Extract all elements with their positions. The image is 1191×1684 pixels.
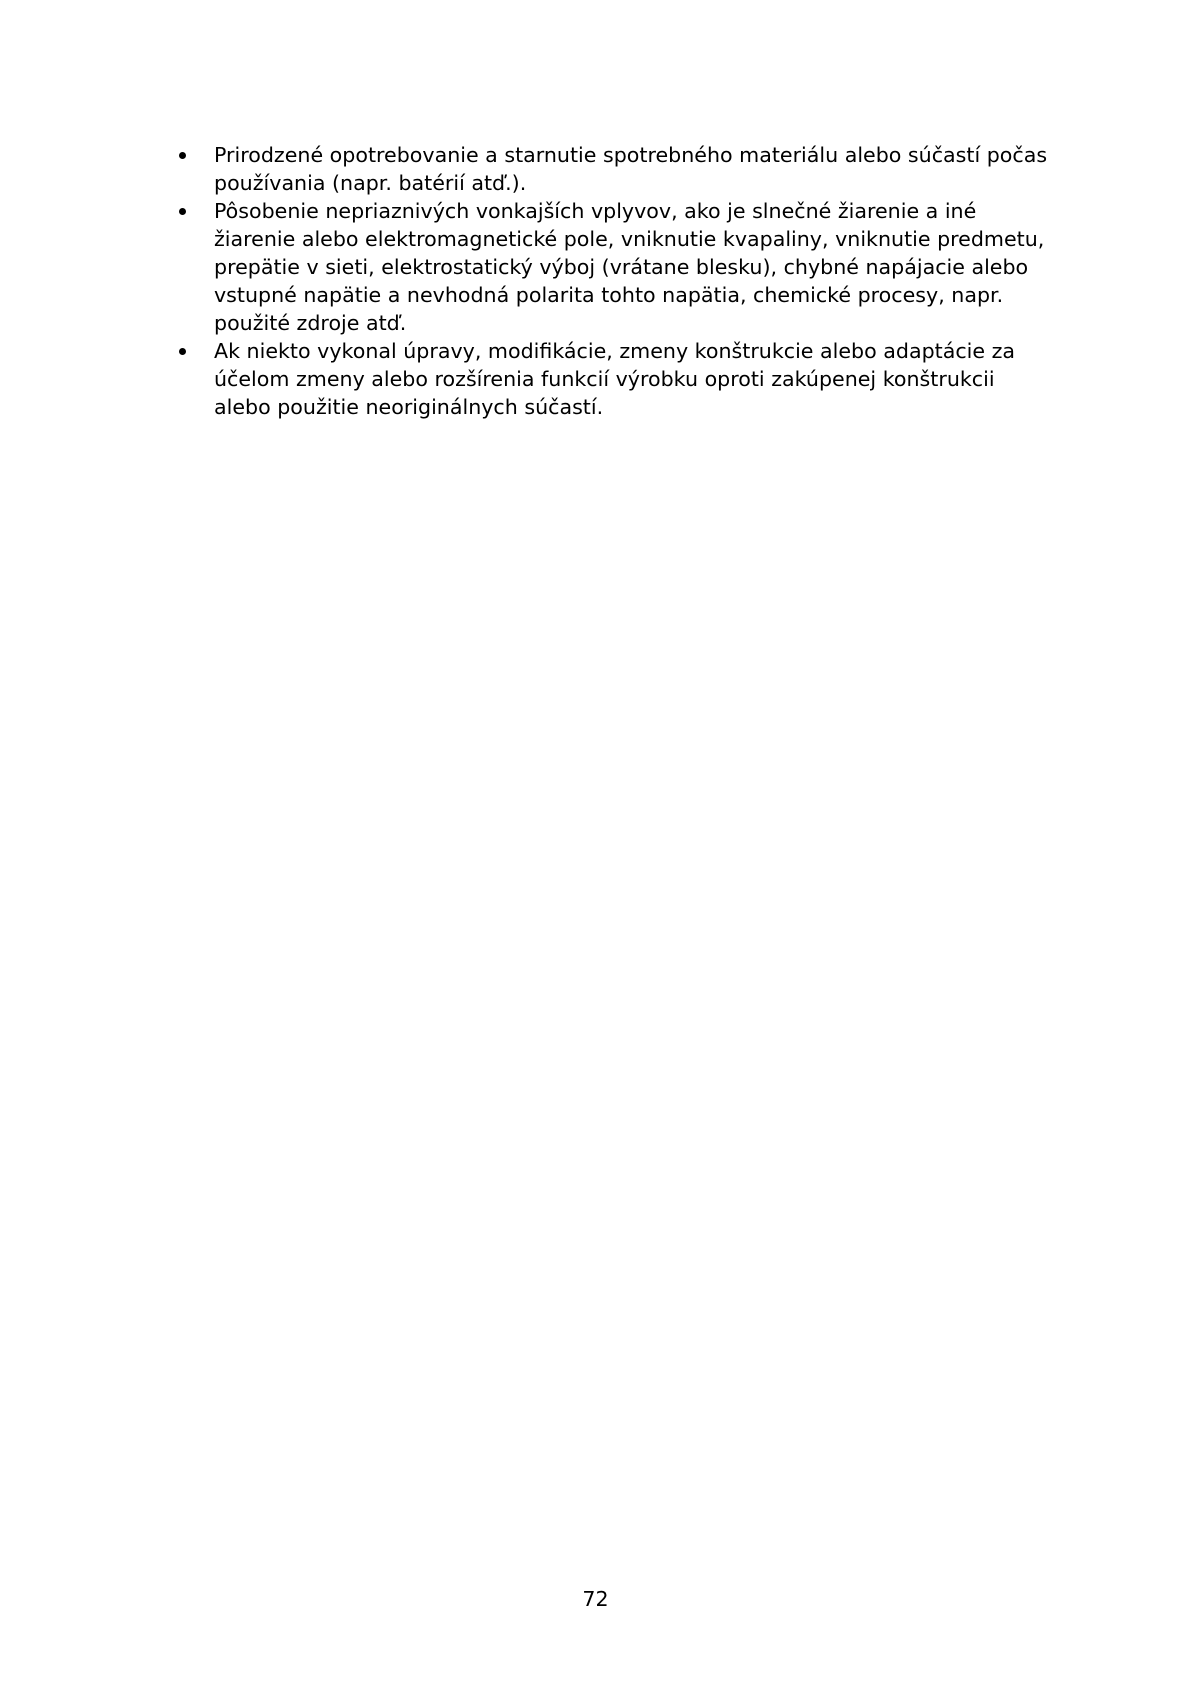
bullet-icon [179,152,186,159]
list-item-text: Ak niekto vykonal úpravy, modifikácie, zmeny konštrukcie alebo adaptácie za účelom zmeny alebo rozšírenia funkcií výrobku oproti zakúpenej konštrukcii alebo použitie neoriginálnych súčastí. [214,339,1016,419]
list-item [176,337,1056,421]
bullet-icon [179,208,186,215]
bullet-list [176,141,1056,421]
page-number: 72 [582,1587,609,1611]
list-item-text: Prirodzené opotrebovanie a starnutie spotrebného materiálu alebo súčastí počas používania (napr. batérií atď.). [214,143,1048,195]
list-item [176,141,1056,197]
list-item-text: Pôsobenie nepriaznivých vonkajších vplyvov, ako je slnečné žiarenie a iné žiarenie alebo elektromagnetické pole, vniknutie kvapaliny, vniknutie predmetu, prepätie v sieti, elektrostatický výboj (vrátane blesku), chybné napájacie alebo vstupné napätie a nevhodná polarita tohto napätia, chemické procesy, napr. použité zdroje atď. [214,199,1045,335]
list-item [176,197,1056,337]
bullet-icon [179,348,186,355]
